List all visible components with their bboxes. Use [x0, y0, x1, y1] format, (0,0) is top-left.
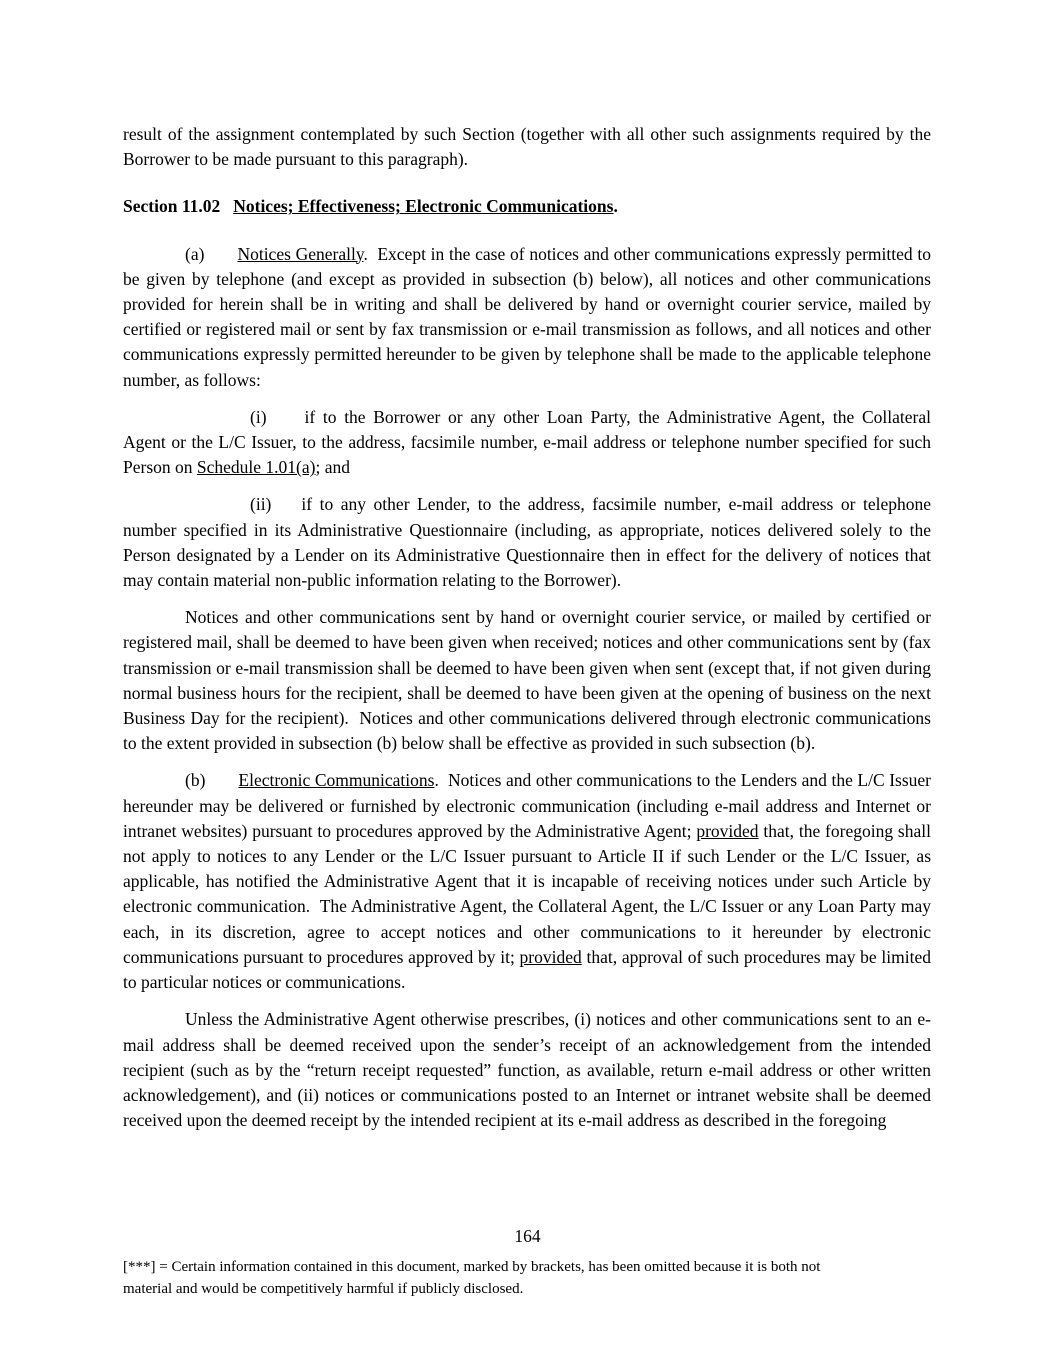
text-run: (a): [185, 243, 205, 264]
text-run: . Except in the case of notices and other communications expressly permitted to be given by telephone (and except as provided in subsection (b) below), all notices and other communications provided for herein shall be in writing and shall be delivered by hand or overnight courier service, mailed by certified or registered mail or sent by fax transmission or e-mail transmission as follows, and all notices and other communications expressly permitted hereunder to be given by telephone shall be made to the applicable telephone number, as follows:: [123, 243, 931, 390]
text-run: result of the assignment contemplated by such Section (together with all other such assignments required by the Borrower to be made pursuant to this paragraph).: [123, 124, 931, 170]
footnote: [0, 1257, 1055, 1300]
subsection-a-notices-generally: [123, 242, 931, 393]
deemed-given-paragraph: [123, 605, 931, 756]
footnote-line-2: material and would be competitively harmful if publicly disclosed.: [123, 1280, 524, 1297]
continuation-paragraph: [123, 122, 931, 172]
document-body: [123, 122, 931, 1133]
section-heading: [123, 194, 931, 219]
text-run: Unless the Administrative Agent otherwise prescribes, (i) notices and other communications sent to an e-mail address shall be deemed received upon the sender’s receipt of an acknowledgement from the intended recipient (such as by the “return receipt requested” function, as available, return e-mail address or other written acknowledgement), and (ii) notices or communications posted to an Internet or intranet website shall be deemed received upon the deemed receipt by the intended recipient at its e-mail address as described in the foregoing: [123, 1009, 931, 1131]
text-run: (ii): [250, 494, 272, 515]
text-run: (i): [250, 406, 267, 427]
page-footer: [0, 1224, 1055, 1300]
unless-paragraph: [123, 1007, 931, 1133]
text-run: that, approval of such procedures may be limited to particular notices or communications.: [123, 946, 931, 993]
text-run: Notices Generally: [237, 243, 364, 264]
text-run: provided: [696, 820, 759, 841]
text-run: if to any other Lender, to the address, facsimile number, e-mail address or telephone number specified in its Administrative Questionnaire (including, as appropriate, notices delivered solely to the Person designated by a Lender on its Administrative Questionnaire then in effect for the delivery of notices that may contain material non-public information relating to the Borrower).: [123, 494, 931, 591]
text-run: Notices; Effectiveness; Electronic Communications: [233, 196, 614, 217]
clause-ii: [123, 492, 931, 593]
text-run: Section 11.02: [123, 196, 221, 217]
text-run: provided: [519, 946, 582, 967]
text-run: Electronic Communications: [238, 770, 435, 791]
subsection-b-electronic-communications: [123, 768, 931, 995]
text-run: . Notices and other communications to the Lenders and the L/C Issuer hereunder may be delivered or furnished by electronic communication (including e-mail address and Internet or intranet websites) pursuant to procedures approved by the Administrative Agent;: [123, 770, 932, 841]
text-run: if to the Borrower or any other Loan Party, the Administrative Agent, the Collateral Agent or the L/C Issuer, to the address, facsimile number, e-mail address or telephone number specified for such Person on: [123, 406, 931, 478]
text-run: .: [613, 196, 618, 217]
text-run: Schedule 1.01(a): [196, 457, 316, 478]
page-number: 164: [514, 1226, 541, 1246]
text-run: (b): [185, 770, 206, 791]
text-run: that, the foregoing shall not apply to notices to any Lender or the L/C Issuer pursuant to Article II if such Lender or the L/C Issuer, as applicable, has notified the Administrative Agent that it is incapable of receiving notices under such Article by electronic communication. The Administrative Agent, the Collateral Agent, the L/C Issuer or any Loan Party may each, in its discretion, agree to accept notices and other communications to it hereunder by electronic communications pursuant to procedures approved by it;: [123, 820, 931, 967]
text-run: Notices and other communications sent by hand or overnight courier service, or mailed by certified or registered mail, shall be deemed to have been given when received; notices and other communications sent by (fax transmission or e-mail transmission shall be deemed to have been given when sent (except that, if not given during normal business hours for the recipient, shall be deemed to have been given at the opening of business on the next Business Day for the recipient). Notices and other communications delivered through electronic communications to the extent provided in subsection (b) below shall be effective as provided in such subsection (b).: [123, 607, 931, 754]
text-run: ; and: [315, 457, 350, 478]
clause-i: [123, 405, 931, 481]
footnote-line-1: [***] = Certain information contained in this document, marked by brackets, has been omitted because it is both not: [123, 1259, 821, 1276]
